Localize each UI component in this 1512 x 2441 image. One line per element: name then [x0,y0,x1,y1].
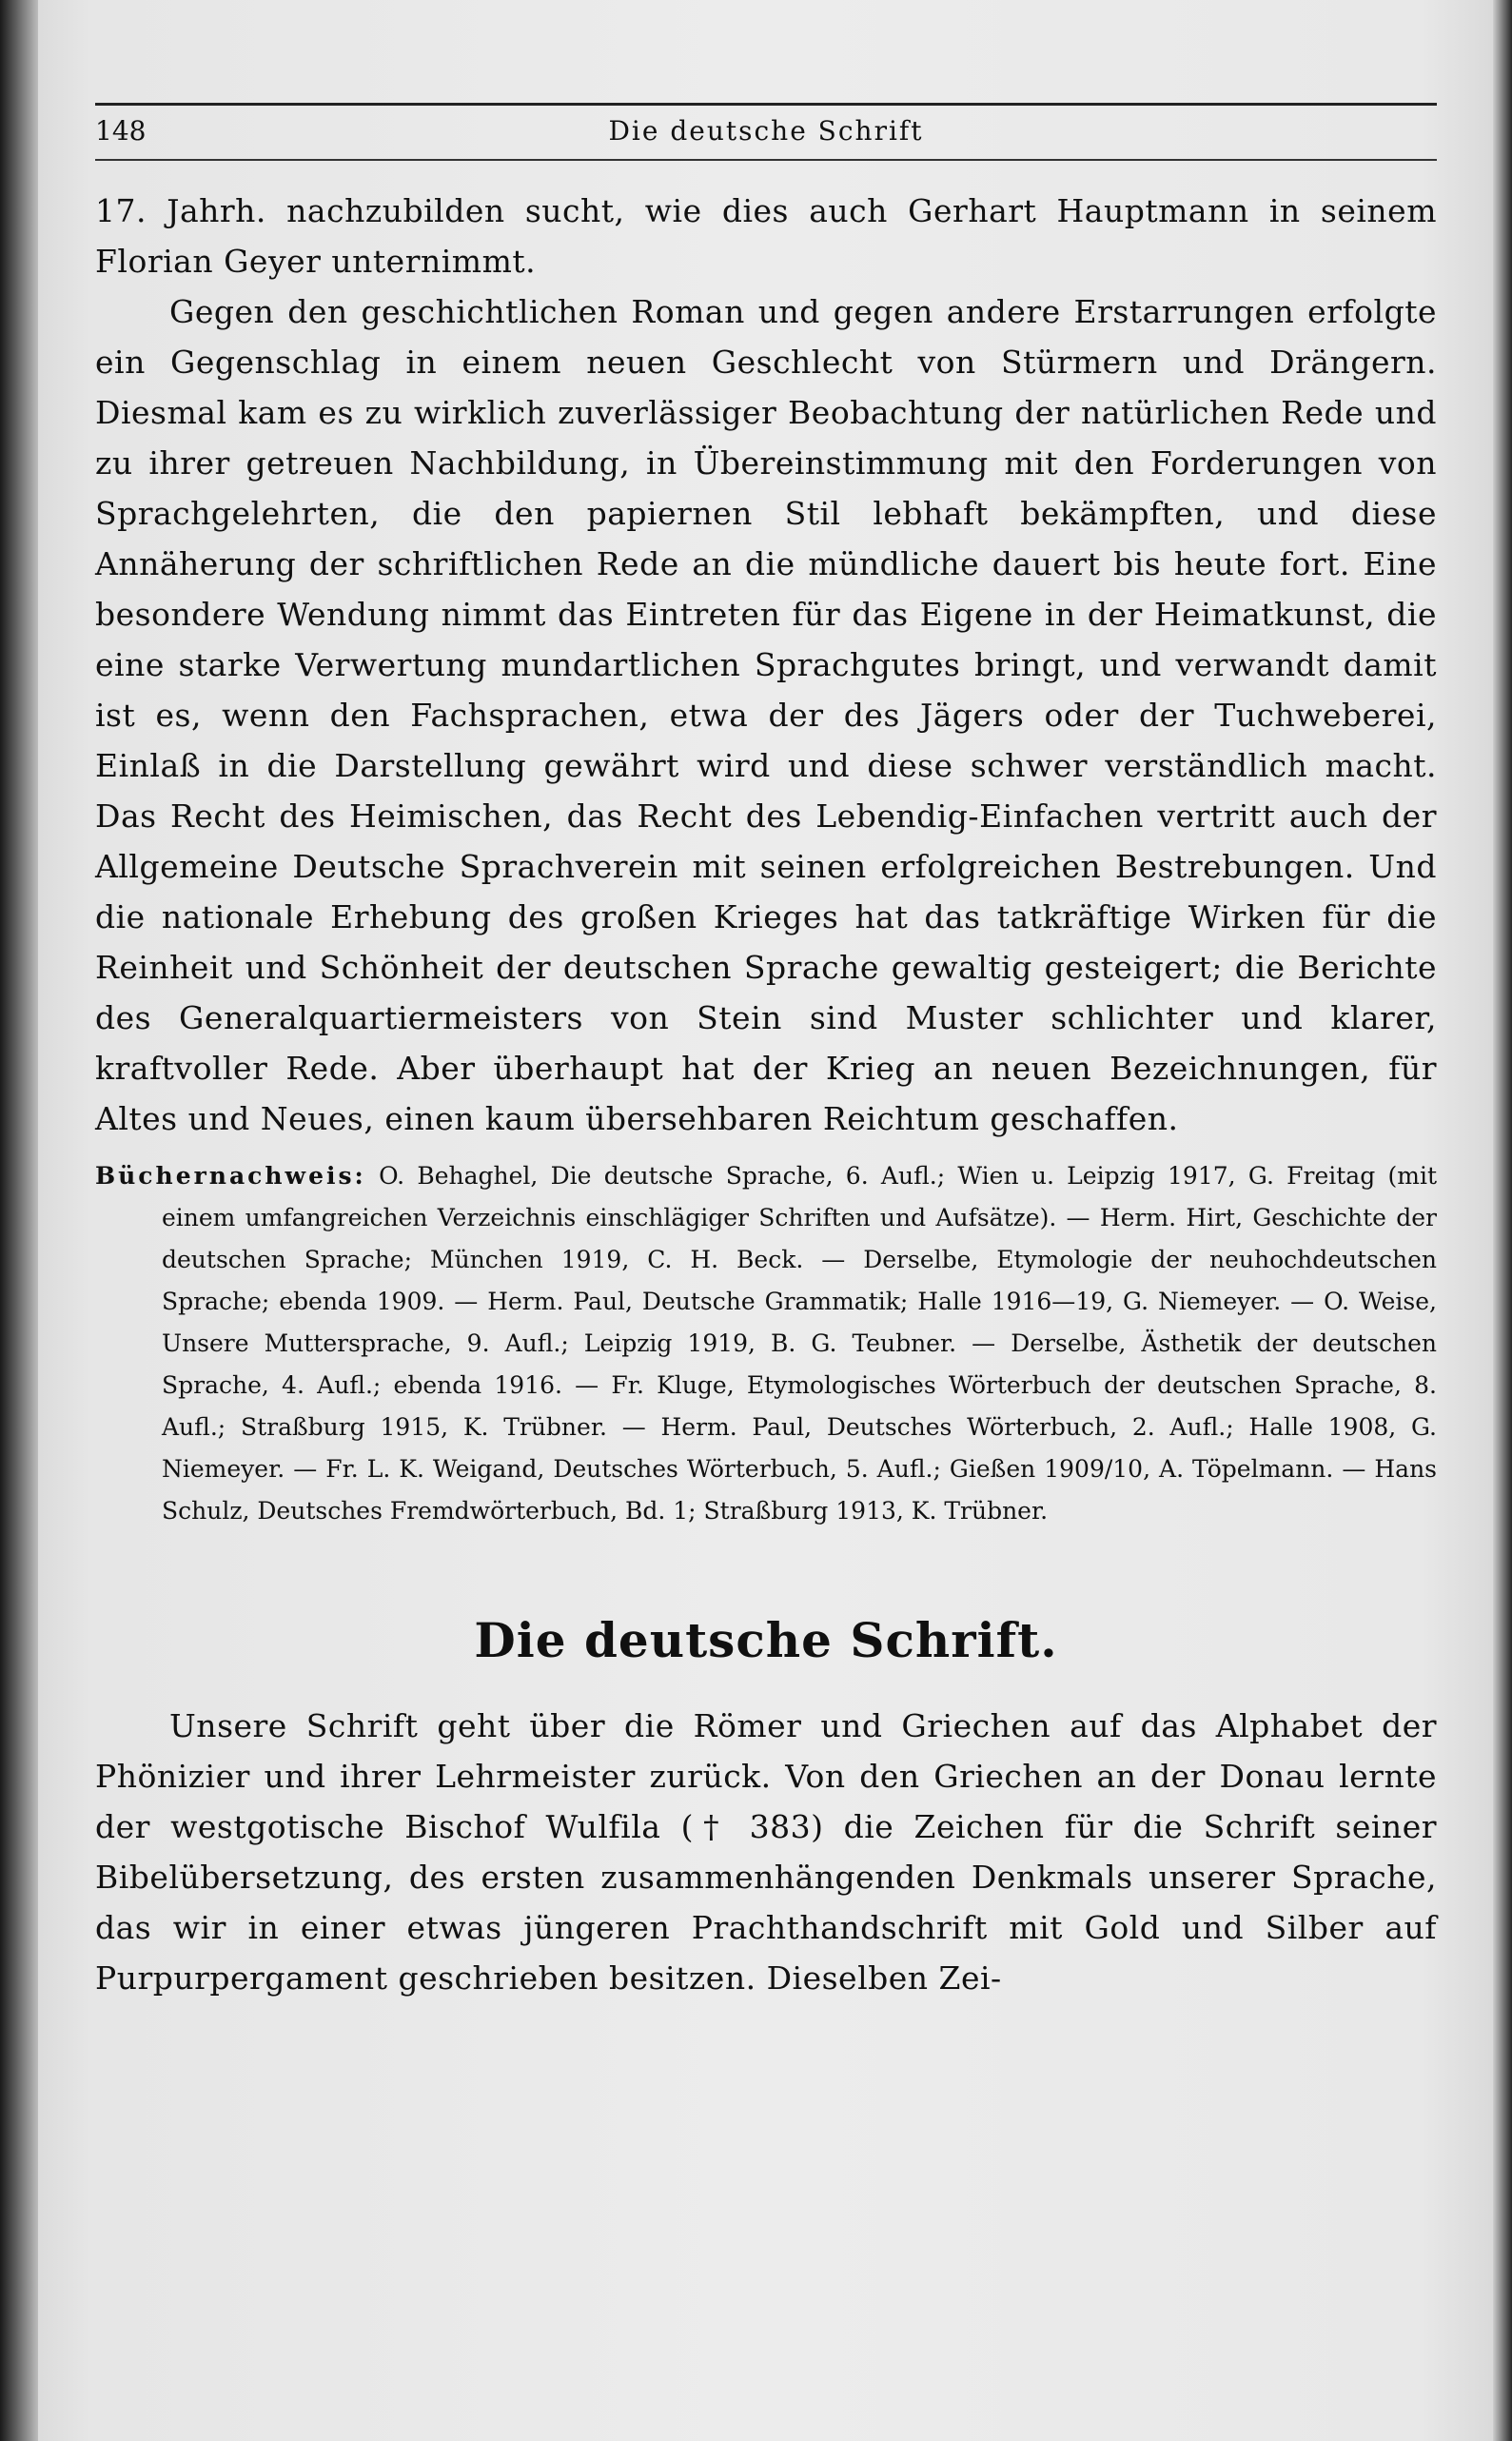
header-rule-bottom [95,159,1437,161]
page-number: 148 [95,115,147,147]
page-edge-left [0,0,38,2441]
header-rule [95,103,1437,106]
section-heading: Die deutsche Schrift. [474,1612,1058,1668]
running-title: Die deutsche Schrift [608,115,924,147]
running-head [95,115,1437,149]
page-edge-right [1493,0,1512,2441]
bibliography-note [95,1155,1437,1532]
paragraph-main: Gegen den geschichtlichen Roman und gegen andere Erstarrungen erfolgte ein Gegenschlag in einem neuen Geschlecht von Stürmern und Drängern. Diesmal kam es zu wirklich zuverlässiger Beobachtung der natürlichen Rede und zu ihrer getreuen Nachbildung, in Übereinstimmung mit den Forderungen von Sprachgelehrten, die den papiernen Stil lebhaft bekämpften, und diese Annäherung der schriftlichen Rede an die mündliche dauert bis heute fort. Eine besondere Wendung nimmt das Eintreten für das Eigene in der Heimatkunst, die eine starke Verwertung mundartlichen Sprachgutes bringt, und verwandt damit ist es, wenn den Fachsprachen, etwa der des Jägers oder der Tuchweberei, Einlaß in die Darstellung gewährt wird und diese schwer verständlich macht. Das Recht des Heimischen, das Recht des Lebendig-Einfachen vertritt auch der Allgemeine Deutsche Sprachverein mit seinen erfolgreichen Bestrebungen. Und die nationale Erhebung des großen Krieges hat das tatkräftige Wirken für die Reinheit und Schönheit der deutschen Sprache gewaltig gesteigert; die Berichte des Generalquartiermeisters von Stein sind Muster schlichter und klarer, kraftvoller Rede. Aber überhaupt hat der Krieg an neuen Bezeichnungen, für Altes und Neues, einen kaum übersehbaren Reichtum geschaffen. [95,293,1437,1137]
bibliography-text: O. Behaghel, Die deutsche Sprache, 6. Aufl.; Wien u. Leipzig 1917, G. Freitag (mit einem umfangreichen Verzeichnis einschlägiger Schriften und Aufsätze). — Herm. Hirt, Geschichte der deutschen Sprache; München 1919, C. H. Beck. — Derselbe, Etymologie der neuhochdeutschen Sprache; ebenda 1909. — Herm. Paul, Deutsche Grammatik; Halle 1916—19, G. Niemeyer. — O. Weise, Unsere Muttersprache, 9. Aufl.; Leipzig 1919, B. G. Teubner. — Derselbe, Ästhetik der deutschen Sprache, 4. Aufl.; ebenda 1916. — Fr. Kluge, Etymologisches Wörterbuch der deutschen Sprache, 8. Aufl.; Straßburg 1915, K. Trübner. — Herm. Paul, Deutsches Wörterbuch, 2. Aufl.; Halle 1908, G. Niemeyer. — Fr. L. K. Weigand, Deutsches Wörterbuch, 5. Aufl.; Gießen 1909/10, A. Töpelmann. — Hans Schulz, Deutsches Fremdwörterbuch, Bd. 1; Straßburg 1913, K. Trübner. [162,1162,1437,1525]
page-content [95,103,1437,2003]
bibliography-label: Büchernachweis: [95,1162,366,1190]
section-paragraph: Unsere Schrift geht über die Römer und Griechen auf das Alphabet der Phönizier und ihrer Lehrmeister zurück. Von den Griechen an der Donau lernte der westgotische Bischof Wulfila († 383) die Zeichen für die Schrift seiner Bibelübersetzung, des ersten zusammenhängenden Denkmals unserer Sprache, das wir in einer etwas jüngeren Prachthandschrift mit Gold und Silber auf Purpurpergament geschrieben besitzen. Dieselben Zei- [95,1707,1437,1997]
paragraph-continuation: 17. Jahrh. nachzubilden sucht, wie dies auch Gerhart Hauptmann in seinem Florian Geyer unternimmt. [95,192,1437,280]
